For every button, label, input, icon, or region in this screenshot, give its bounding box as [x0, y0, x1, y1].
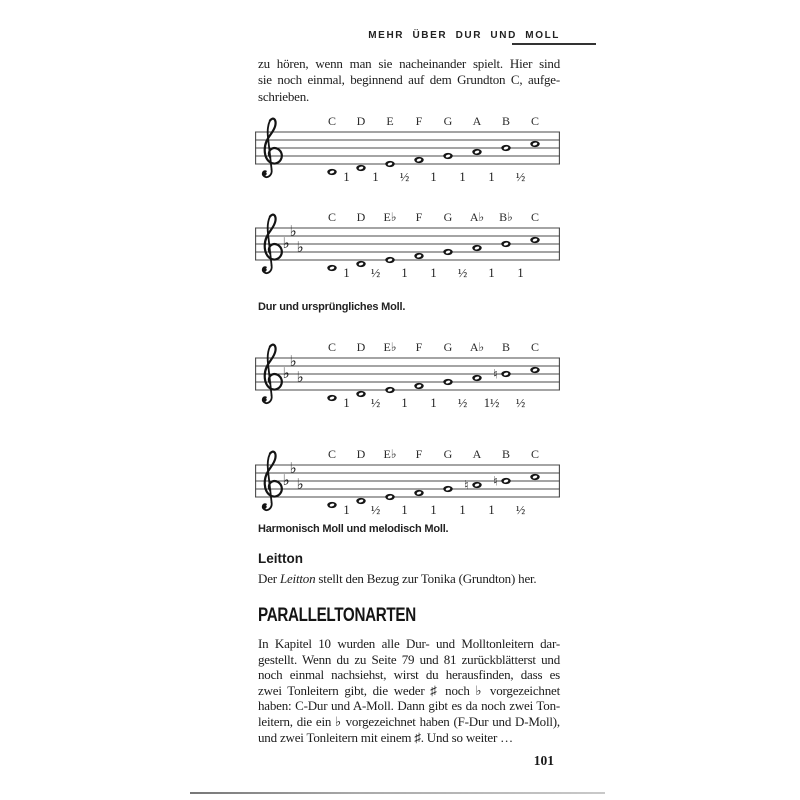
note-letter: B	[501, 340, 511, 354]
interval-label: ½	[515, 170, 526, 184]
note-letter: E♭	[383, 447, 397, 461]
staff-svg	[255, 338, 560, 418]
staff-svg	[255, 112, 560, 192]
whole-note	[501, 145, 510, 151]
whole-note	[472, 149, 481, 155]
note-letter: F	[415, 447, 423, 461]
flat-sign: ♭	[296, 368, 304, 386]
leitton-text-after: stellt den Bezug zur Tonika (Grundton) her.	[315, 571, 537, 586]
whole-note	[443, 486, 452, 492]
intro-paragraph	[258, 56, 560, 105]
whole-note	[327, 265, 336, 271]
note-letter: C	[530, 210, 540, 224]
interval-label: ½	[370, 503, 381, 517]
caption-harmonisch-melodisch: Harmonisch Moll und melodisch Moll.	[258, 523, 449, 535]
note-letter: A	[472, 114, 482, 128]
interval-label: ½	[399, 170, 410, 184]
leitton-heading: Leitton	[258, 551, 303, 566]
interval-label: 1	[430, 396, 437, 410]
running-header: MEHR ÜBER DUR UND MOLL	[368, 30, 560, 41]
natural-sign: ♮	[493, 474, 498, 490]
whole-note	[472, 482, 481, 488]
leitton-text-before: Der	[258, 571, 280, 586]
note-letter: E	[386, 114, 394, 128]
interval-label: 1	[401, 503, 408, 517]
flat-sign: ♭	[282, 234, 290, 252]
interval-label: ½	[515, 503, 526, 517]
interval-label: 1	[430, 266, 437, 280]
whole-note	[414, 383, 423, 389]
page-number: 101	[533, 753, 554, 768]
interval-label: 1	[488, 170, 495, 184]
note-letter: B♭	[499, 210, 513, 224]
text-line: haben: C-Dur und A-Moll. Dann gibt es da noch zwei Ton-	[258, 698, 560, 714]
interval-label: 1	[459, 503, 466, 517]
whole-note	[501, 371, 510, 377]
flat-sign: ♭	[282, 364, 290, 382]
note-letter: F	[415, 340, 423, 354]
flat-sign: ♭	[282, 471, 290, 489]
interval-label: ½	[457, 396, 468, 410]
note-letter: G	[443, 114, 453, 128]
text-line: gestellt. Wenn du zu Seite 79 und 81 zurückblätterst und	[258, 651, 560, 667]
note-letter: D	[356, 210, 366, 224]
interval-label: 1	[459, 170, 466, 184]
staff-melodic-minor	[255, 445, 560, 525]
whole-note	[443, 153, 452, 159]
interval-label: 1	[401, 396, 408, 410]
whole-note	[327, 502, 336, 508]
whole-note	[385, 161, 394, 167]
interval-label: ½	[515, 396, 526, 410]
interval-label: 1	[517, 266, 524, 280]
whole-note	[472, 245, 481, 251]
whole-note	[414, 157, 423, 163]
interval-label: 1	[488, 266, 495, 280]
staff-natural-minor	[255, 208, 560, 288]
note-letter: E♭	[383, 210, 397, 224]
whole-note	[414, 490, 423, 496]
interval-label: 1½	[483, 396, 500, 410]
leitton-text-italic: Leitton	[279, 571, 316, 586]
whole-note	[472, 375, 481, 381]
whole-note	[356, 165, 365, 171]
paralleltonarten-heading: PARALLELTONARTEN	[258, 605, 416, 626]
note-letter: D	[356, 340, 366, 354]
note-letter: E♭	[383, 340, 397, 354]
whole-note	[530, 367, 539, 373]
text-line: schrieben.	[258, 88, 310, 104]
whole-note	[385, 257, 394, 263]
interval-label: 1	[488, 503, 495, 517]
text-line: zwei Tonleitern gibt, die weder ♯ noch ♭ vorgezeichnet	[258, 682, 560, 698]
note-letter: D	[356, 114, 366, 128]
interval-label: 1	[372, 170, 379, 184]
flat-sign: ♭	[289, 222, 297, 240]
interval-label: 1	[401, 266, 408, 280]
natural-sign: ♮	[464, 478, 469, 494]
whole-note	[327, 169, 336, 175]
interval-label: 1	[343, 396, 350, 410]
note-letter: C	[327, 210, 337, 224]
interval-label: ½	[370, 266, 381, 280]
interval-label: ½	[370, 396, 381, 410]
note-letter: G	[443, 210, 453, 224]
note-letter: D	[356, 447, 366, 461]
interval-label: ½	[457, 266, 468, 280]
whole-note	[356, 498, 365, 504]
whole-note	[501, 241, 510, 247]
whole-note	[385, 494, 394, 500]
whole-note	[530, 474, 539, 480]
note-letter: C	[327, 340, 337, 354]
flat-sign: ♭	[289, 459, 297, 477]
flat-sign: ♭	[289, 352, 297, 370]
whole-note	[385, 387, 394, 393]
text-line: noch einmal nachsiehst, wirst du herausfinden, dass es	[258, 667, 560, 683]
whole-note	[530, 237, 539, 243]
whole-note	[327, 395, 336, 401]
note-letter: A♭	[469, 210, 485, 224]
note-letter: C	[530, 340, 540, 354]
note-letter: A	[472, 447, 482, 461]
note-letter: G	[443, 447, 453, 461]
page-edge-shadow	[190, 792, 605, 794]
paralleltonarten-paragraph	[258, 636, 560, 745]
note-letter: F	[415, 114, 423, 128]
note-letter: C	[327, 447, 337, 461]
caption-dur-und-moll: Dur und ursprüngliches Moll.	[258, 301, 406, 313]
whole-note	[443, 379, 452, 385]
note-letter: B	[501, 447, 511, 461]
interval-label: 1	[343, 266, 350, 280]
note-letter: B	[501, 114, 511, 128]
interval-label: 1	[343, 503, 350, 517]
interval-label: 1	[430, 503, 437, 517]
note-letter: C	[530, 447, 540, 461]
note-letter: G	[443, 340, 453, 354]
staff-c-major	[255, 112, 560, 192]
staff-svg	[255, 208, 560, 288]
interval-label: 1	[430, 170, 437, 184]
leitton-paragraph	[258, 571, 560, 587]
note-letter: A♭	[469, 340, 485, 354]
whole-note	[356, 261, 365, 267]
text-line: leitern, die ein ♭ vorgezeichnet haben (F-Dur und D-Moll),	[258, 713, 560, 729]
whole-note	[501, 478, 510, 484]
whole-note	[530, 141, 539, 147]
note-letter: C	[327, 114, 337, 128]
whole-note	[414, 253, 423, 259]
text-line: und zwei Tonleitern mit einem ♯. Und so weiter …	[258, 729, 513, 745]
flat-sign: ♭	[296, 475, 304, 493]
whole-note	[356, 391, 365, 397]
header-rule	[512, 43, 596, 45]
note-letter: C	[530, 114, 540, 128]
natural-sign: ♮	[493, 367, 498, 383]
text-line: In Kapitel 10 wurden alle Dur- und Molltonleitern dar-	[258, 636, 560, 651]
note-letter: F	[415, 210, 423, 224]
flat-sign: ♭	[296, 238, 304, 256]
staff-harmonic-minor	[255, 338, 560, 418]
whole-note	[443, 249, 452, 255]
interval-label: 1	[343, 170, 350, 184]
staff-svg	[255, 445, 560, 525]
text-line: sie noch einmal, beginnend auf dem Grundton C, aufge-	[258, 72, 560, 88]
text-line: zu hören, wenn man sie nacheinander spielt. Hier sind	[258, 56, 560, 71]
